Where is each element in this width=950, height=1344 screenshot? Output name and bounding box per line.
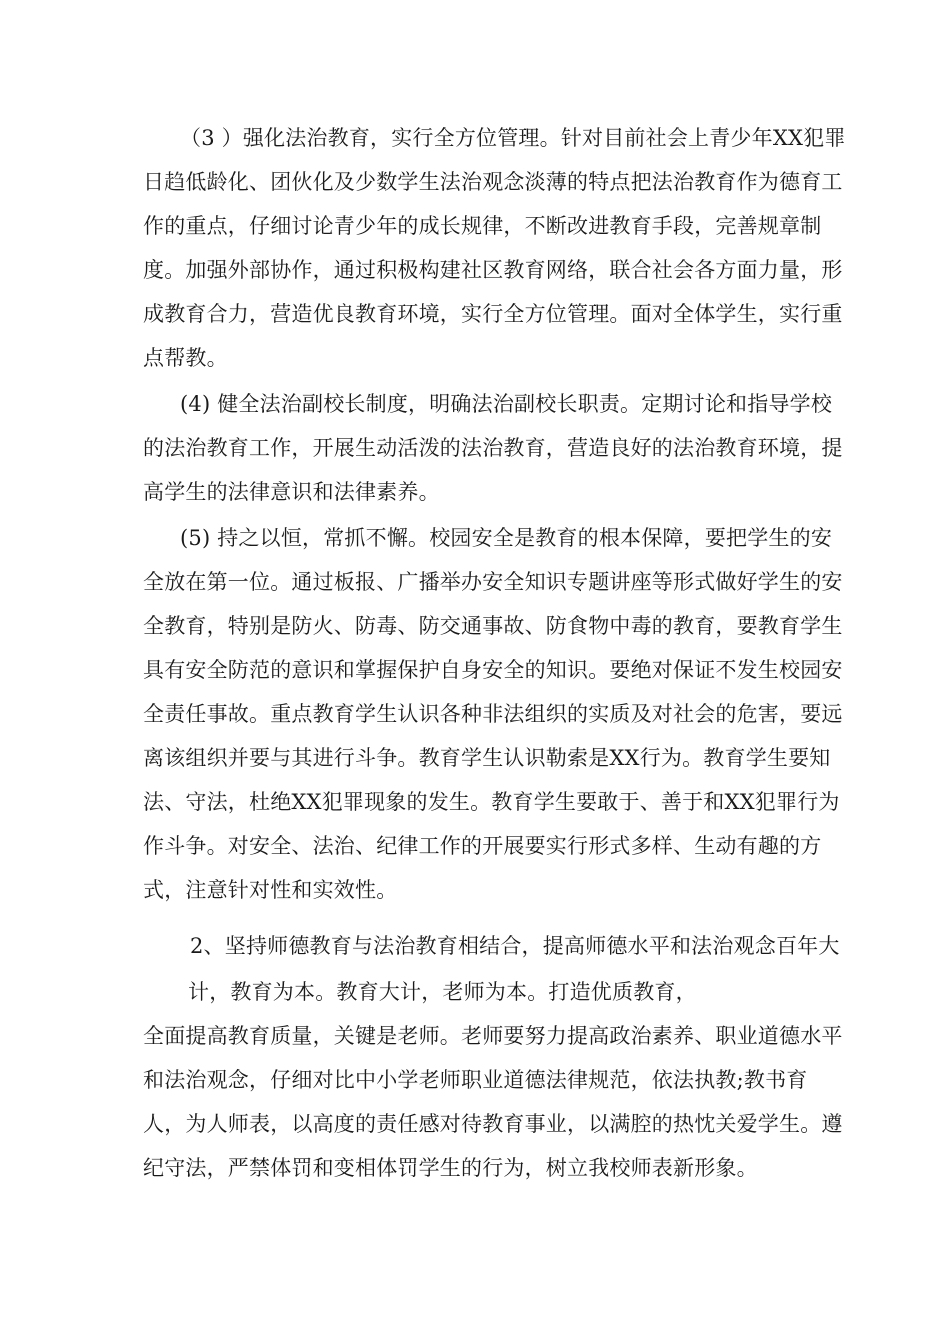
paragraph-5-line-6: 离该组织并要与其进行斗争。教育学生认识勒索是XX行为。教育学生要知 — [143, 746, 831, 770]
section-2-line-5: 人，为人师表，以高度的责任感对待教育事业，以满腔的热忱关爱学生。遵 — [143, 1112, 843, 1136]
section-2-line-1: 2、坚持师德教育与法治教育相结合，提高师德水平和法治观念百年大 — [190, 934, 840, 958]
paragraph-5-line-3: 全教育，特别是防火、防毒、防交通事故、防食物中毒的教育，要教育学生 — [143, 614, 843, 638]
paragraph-3-line-5: 成教育合力，营造优良教育环境，实行全方位管理。面对全体学生，实行重 — [143, 302, 843, 326]
section-2-line-4: 和法治观念，仔细对比中小学老师职业道德法律规范，依法执教;教书育 — [143, 1068, 808, 1092]
paragraph-5-line-4: 具有安全防范的意识和掌握保护自身安全的知识。要绝对保证不发生校园安 — [143, 658, 843, 682]
section-2-line-6: 纪守法，严禁体罚和变相体罚学生的行为，树立我校师表新形象。 — [143, 1156, 758, 1180]
paragraph-5-line-2: 全放在第一位。通过板报、广播举办安全知识专题讲座等形式做好学生的安 — [143, 570, 843, 594]
section-2-line-3: 全面提高教育质量，关键是老师。老师要努力提高政治素养、职业道德水平 — [143, 1024, 843, 1048]
paragraph-5-line-1: (5) 持之以恒，常抓不懈。校园安全是教育的根本保障，要把学生的安 — [180, 526, 833, 550]
paragraph-5-line-8: 作斗争。对安全、法治、纪律工作的开展要实行形式多样、生动有趣的方 — [143, 834, 822, 858]
paragraph-3-line-1: （3 ）强化法治教育，实行全方位管理。针对目前社会上青少年XX犯罪 — [180, 126, 846, 150]
section-2-line-2: 计，教育为本。教育大计，老师为本。打造优质教育， — [188, 980, 697, 1004]
paragraph-5-line-7: 法、守法，杜绝XX犯罪现象的发生。教育学生要敢于、善于和XX犯罪行为 — [143, 790, 840, 814]
paragraph-3-line-2: 日趋低龄化、团伙化及少数学生法治观念淡薄的特点把法治教育作为德育工 — [143, 170, 843, 194]
paragraph-3-line-6: 点帮教。 — [143, 346, 228, 370]
paragraph-5-line-9: 式，注意针对性和实效性。 — [143, 878, 398, 902]
paragraph-4-line-1: (4) 健全法治副校长制度，明确法治副校长职责。定期讨论和指导学校 — [180, 392, 833, 416]
paragraph-3-line-3: 作的重点，仔细讨论青少年的成长规律，不断改进教育手段，完善规章制 — [143, 214, 822, 238]
paragraph-4-line-3: 高学生的法律意识和法律素养。 — [143, 480, 440, 504]
paragraph-5-line-5: 全责任事故。重点教育学生认识各种非法组织的实质及对社会的危害，要远 — [143, 702, 843, 726]
paragraph-4-line-2: 的法治教育工作，开展生动活泼的法治教育，营造良好的法治教育环境，提 — [143, 436, 843, 460]
paragraph-3-line-4: 度。加强外部协作，通过积极构建社区教育网络，联合社会各方面力量，形 — [143, 258, 843, 282]
